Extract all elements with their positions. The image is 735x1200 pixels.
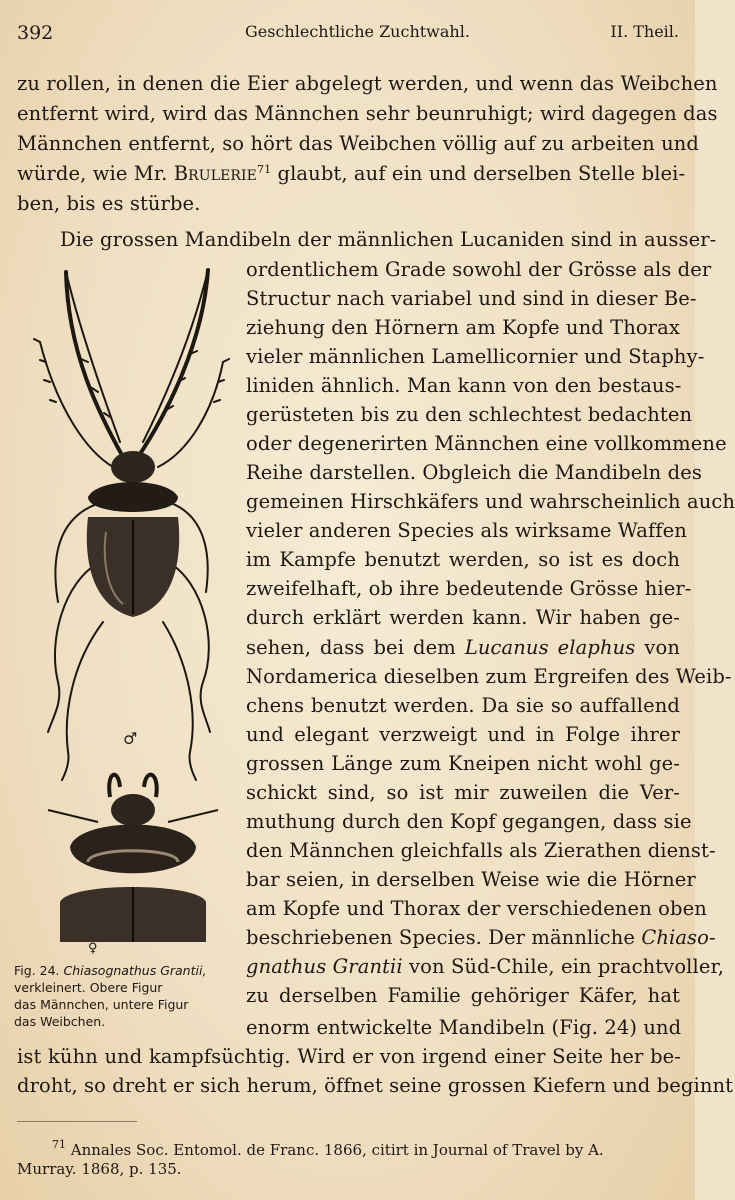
text-line: Nordamerica dieselben zum Ergreifen des Weib-	[246, 665, 732, 688]
text-segment: von	[644, 636, 680, 659]
species-name: Chiaso-	[641, 926, 716, 949]
page-number: 392	[17, 22, 54, 44]
text-line: gemeinen Hirschkäfers und wahrscheinlich auch	[246, 490, 735, 513]
text-line: am Kopfe und Thorax der verschiedenen oben	[246, 897, 707, 920]
text-segment: von Süd-Chile, ein prachtvoller,	[409, 955, 725, 978]
caption-line: das Weibchen.	[14, 1014, 106, 1029]
text-line: grossen Länge zum Kneipen nicht wohl ge-	[246, 752, 680, 775]
text-line: durch erklärt werden kann. Wir haben ge-	[246, 606, 680, 629]
beetle-engraving	[28, 262, 228, 962]
text-line	[246, 926, 716, 949]
figure-species: Chiasognathus Grantii,	[63, 963, 207, 978]
species-name: gnathus Grantii	[246, 955, 403, 978]
text-line: bar seien, in derselben Weise wie die Hörner	[246, 868, 696, 891]
author-name: Brulerie	[173, 162, 257, 185]
footnote-line: Murray. 1868, p. 135.	[17, 1160, 182, 1178]
text-line: und elegant verzweigt und in Folge ihrer	[246, 723, 680, 746]
species-name: Lucanus elaphus	[464, 636, 636, 659]
text-line	[17, 162, 686, 185]
text-line: enorm entwickelte Mandibeln (Fig. 24) und	[246, 1016, 682, 1039]
text-line: ben, bis es stürbe.	[17, 192, 201, 215]
footnote-ref: 71	[257, 163, 272, 176]
female-symbol: ♀	[88, 941, 98, 956]
footnote-text: Annales Soc. Entomol. de Franc. 1866, citirt in Journal of Travel by A.	[70, 1141, 604, 1159]
male-symbol: ♂	[123, 729, 138, 748]
text-line: vieler männlichen Lamellicornier und Staphy-	[246, 345, 705, 368]
text-segment: würde, wie Mr.	[17, 162, 168, 185]
text-line: vieler anderen Species als wirksame Waffen	[246, 519, 687, 542]
text-line: entfernt wird, wird das Männchen sehr beunruhigt; wird dagegen das	[17, 102, 718, 125]
footnote-line	[52, 1138, 604, 1159]
text-line	[246, 955, 725, 978]
text-line: chens benutzt werden. Da sie so auffallend	[246, 694, 680, 717]
text-line: Männchen entfernt, so hört das Weibchen völlig auf zu arbeiten und	[17, 132, 700, 155]
footnote-mark: 71	[52, 1138, 66, 1151]
text-line: ziehung den Hörnern am Kopfe und Thorax	[246, 316, 680, 339]
running-title: Geschlechtliche Zuchtwahl.	[245, 22, 470, 41]
text-line: schickt sind, so ist mir zuweilen die Ver-	[246, 781, 680, 804]
figure-caption	[14, 962, 238, 1030]
caption-line: verkleinert. Obere Figur	[14, 980, 163, 995]
figure-number: Fig. 24.	[14, 963, 60, 978]
part-label: II. Theil.	[610, 22, 679, 41]
text-line: Structur nach variabel und sind in dieser Be-	[246, 287, 697, 310]
caption-line: das Männchen, untere Figur	[14, 997, 189, 1012]
text-line: droht, so dreht er sich herum, öffnet seine grossen Kiefern und beginnt	[17, 1074, 734, 1097]
text-line: zu derselben Familie gehöriger Käfer, hat	[246, 984, 680, 1007]
text-line	[246, 636, 680, 659]
text-line: Die grossen Mandibeln der männlichen Lucaniden sind in ausser-	[60, 228, 717, 251]
text-segment: sehen, dass bei dem	[246, 636, 456, 659]
text-line: den Männchen gleichfalls als Zierathen dienst-	[246, 839, 716, 862]
text-line: muthung durch den Kopf gegangen, dass sie	[246, 810, 692, 833]
footnote-rule	[17, 1121, 137, 1122]
text-line: oder degenerirten Männchen eine vollkommene	[246, 432, 727, 455]
text-line: liniden ähnlich. Man kann von den bestaus-	[246, 374, 682, 397]
text-line: ordentlichem Grade sowohl der Grösse als der	[246, 258, 712, 281]
text-segment: glaubt, auf ein und derselben Stelle blei-	[277, 162, 686, 185]
text-segment: beschriebenen Species. Der männliche	[246, 926, 635, 949]
text-line: gerüsteten bis zu den schlechtest bedachten	[246, 403, 693, 426]
text-line: zu rollen, in denen die Eier abgelegt werden, und wenn das Weibchen	[17, 72, 718, 95]
text-line: zweifelhaft, ob ihre bedeutende Grösse hier-	[246, 577, 692, 600]
text-line: Reihe darstellen. Obgleich die Mandibeln des	[246, 461, 702, 484]
text-line: ist kühn und kampfsüchtig. Wird er von irgend einer Seite her be-	[17, 1045, 681, 1068]
text-line: im Kampfe benutzt werden, so ist es doch	[246, 548, 680, 571]
